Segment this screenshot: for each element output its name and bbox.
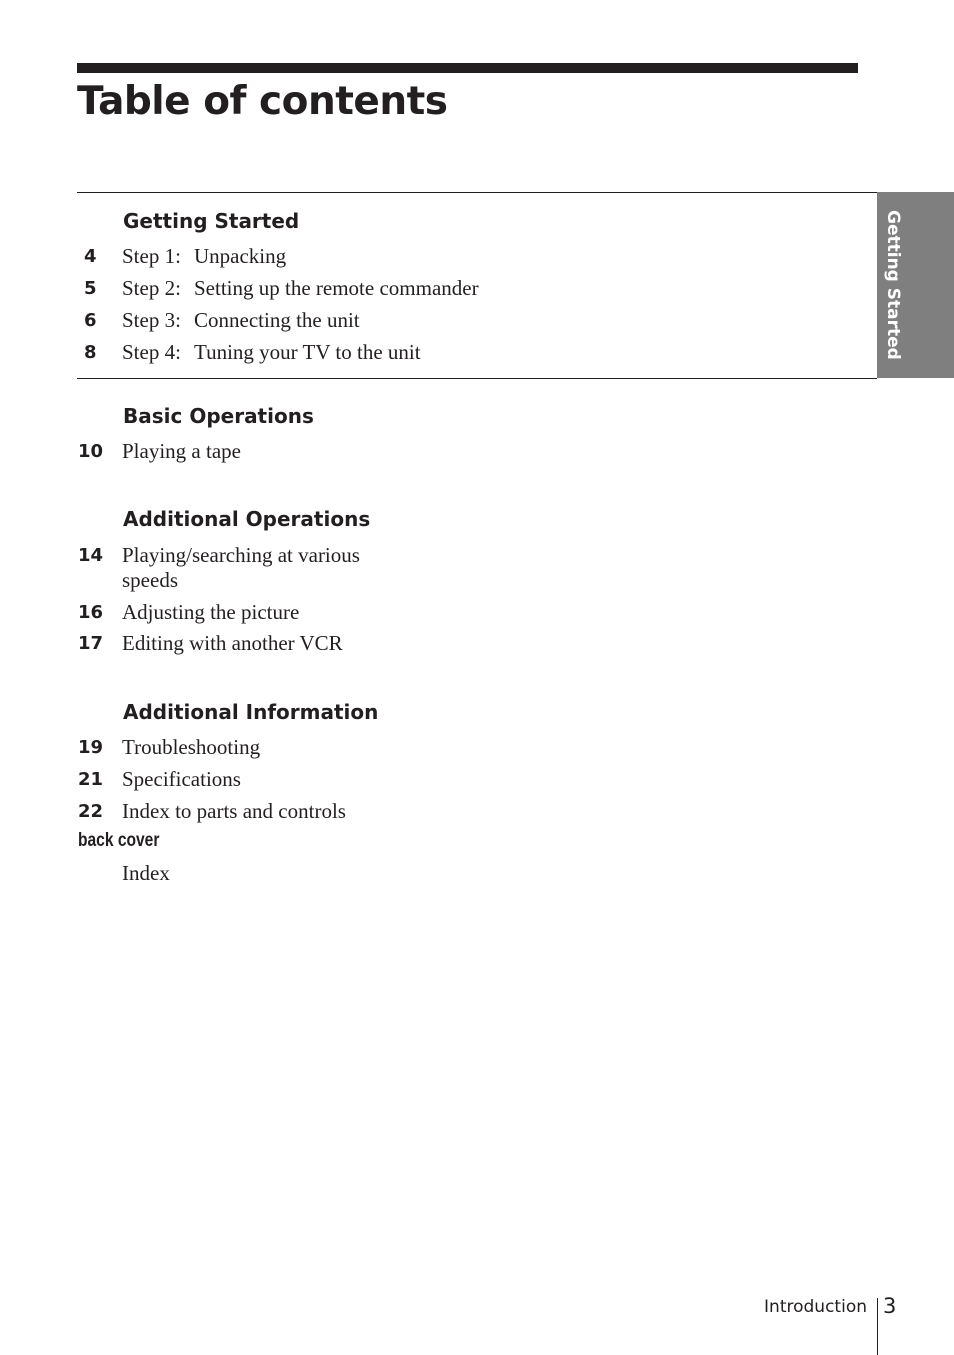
toc-entry[interactable] [0, 735, 800, 761]
page-title: Table of contents [77, 79, 448, 124]
back-cover-label: back cover [78, 830, 160, 851]
footer-section-label: Introduction [764, 1297, 867, 1317]
section-rule-top [77, 192, 877, 193]
toc-page-number: 16 [78, 602, 104, 623]
toc-entry-title: Unpacking [194, 244, 287, 268]
toc-entry-title: Playing/searching at various [122, 543, 360, 567]
toc-entry-title: Index to parts and controls [122, 799, 346, 823]
toc-entry-title: Specifications [122, 767, 241, 791]
section-heading-basic-operations: Basic Operations [123, 404, 314, 428]
toc-entry[interactable] [0, 600, 800, 626]
section-heading-getting-started: Getting Started [123, 209, 300, 233]
toc-entry[interactable] [0, 439, 800, 465]
toc-entry[interactable] [0, 276, 800, 302]
section-heading-additional-operations: Additional Operations [123, 507, 371, 531]
toc-step-label: Step 1: [122, 244, 181, 268]
toc-entry[interactable] [0, 244, 800, 270]
toc-entry[interactable] [0, 631, 800, 657]
toc-entry-title: Adjusting the picture [122, 600, 300, 624]
toc-entry-text [122, 276, 479, 301]
toc-page-number: 4 [84, 246, 97, 267]
footer-divider [877, 1298, 878, 1355]
toc-entry-title-continued: speeds [122, 568, 178, 592]
toc-entry[interactable] [0, 861, 800, 887]
toc-entry-title: Tuning your TV to the unit [194, 340, 421, 364]
toc-entry-title: Index [122, 861, 170, 885]
toc-entry-title: Connecting the unit [194, 308, 360, 332]
toc-page-number: 8 [84, 342, 97, 363]
toc-entry[interactable] [0, 799, 800, 825]
toc-entry-text [122, 340, 422, 365]
toc-step-label: Step 2: [122, 276, 181, 300]
toc-step-label: Step 4: [122, 340, 181, 364]
side-tab-label: Getting Started [883, 210, 903, 360]
section-rule-bottom [77, 378, 877, 379]
toc-page-number: 22 [78, 801, 104, 822]
toc-entry[interactable] [0, 767, 800, 793]
toc-entry[interactable] [0, 340, 800, 366]
footer-page-number: 3 [883, 1294, 897, 1318]
toc-page-number: 6 [84, 310, 97, 331]
toc-entry[interactable] [0, 543, 800, 595]
toc-step-label: Step 3: [122, 308, 181, 332]
title-bar [77, 63, 858, 73]
toc-entry-title: Setting up the remote commander [194, 276, 479, 300]
toc-entry[interactable] [0, 308, 800, 334]
toc-page-number: 10 [78, 441, 104, 462]
toc-entry-title: Troubleshooting [122, 735, 261, 759]
toc-page-number: 17 [78, 633, 104, 654]
toc-entry-text [122, 244, 422, 269]
toc-page-number: 19 [78, 737, 104, 758]
toc-page-number: 14 [78, 545, 104, 566]
toc-page-number: 21 [78, 769, 104, 790]
toc-entry-title: Playing a tape [122, 439, 241, 463]
section-heading-additional-information: Additional Information [123, 700, 379, 724]
toc-entry-text [122, 308, 422, 333]
toc-entry-title: Editing with another VCR [122, 631, 343, 655]
toc-page-number: 5 [84, 278, 97, 299]
